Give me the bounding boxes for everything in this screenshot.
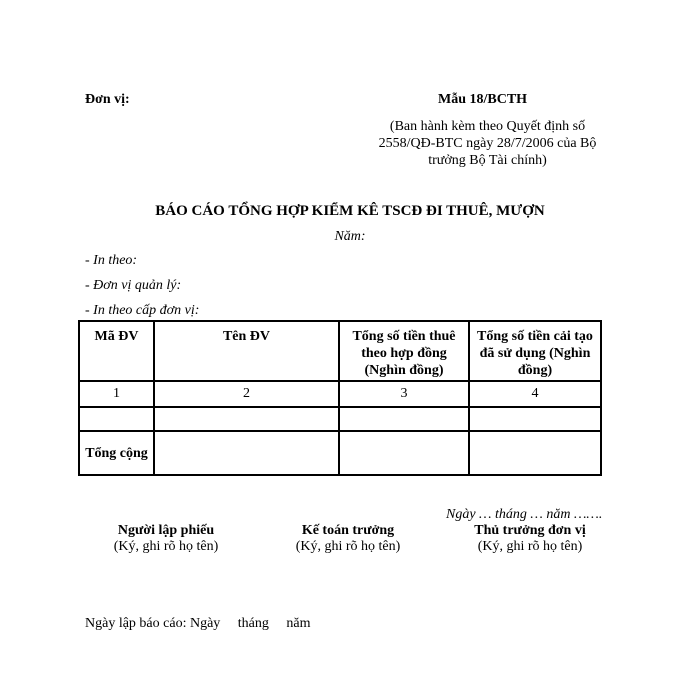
table-cell <box>154 407 339 431</box>
column-number-row <box>79 381 601 407</box>
column-number: 3 <box>339 381 469 407</box>
table-cell <box>469 407 601 431</box>
table-cell <box>339 407 469 431</box>
column-number: 2 <box>154 381 339 407</box>
signature-date-line: Ngày … tháng … năm ……. <box>446 507 603 522</box>
field-managing-unit: - Đơn vị quản lý: <box>85 278 182 293</box>
total-label: Tổng cộng <box>79 431 154 475</box>
signature-note: (Ký, ghi rõ họ tên) <box>113 539 219 554</box>
column-number: 4 <box>469 381 601 407</box>
unit-label: Đơn vị: <box>85 92 130 107</box>
signature-block-chief-accountant <box>248 523 448 555</box>
total-row <box>79 431 601 475</box>
field-print-by-unit-level: - In theo cấp đơn vị: <box>85 303 200 318</box>
signature-note: (Ký, ghi rõ họ tên) <box>477 539 583 554</box>
column-header-unit-name: Tên ĐV <box>154 321 339 381</box>
signature-block-preparer <box>66 523 266 555</box>
table-header-row <box>79 321 601 381</box>
report-title: BÁO CÁO TỔNG HỢP KIỂM KÊ TSCĐ ĐI THUÊ, MƯỢN <box>155 203 545 219</box>
issuance-line: trưởng Bộ Tài chính) <box>428 153 547 168</box>
issuance-line: (Ban hành kèm theo Quyết định số <box>389 119 586 134</box>
signature-role: Kế toán trưởng <box>301 523 395 538</box>
report-date-line: Ngày lập báo cáo: Ngày tháng năm <box>85 616 311 631</box>
column-header-unit-code: Mã ĐV <box>79 321 154 381</box>
form-code: Mẫu 18/BCTH <box>438 92 528 107</box>
signature-role: Người lập phiếu <box>117 523 215 538</box>
signature-role: Thủ trưởng đơn vị <box>474 523 586 538</box>
table-cell <box>469 431 601 475</box>
field-print-by: - In theo: <box>85 253 138 268</box>
column-header-renovation-total: Tổng số tiền cải tạo đã sử dụng (Nghìn đồng) <box>469 321 601 381</box>
column-header-rent-total: Tổng số tiền thuê theo hợp đồng (Nghìn đồng) <box>339 321 469 381</box>
issuance-line: 2558/QĐ-BTC ngày 28/7/2006 của Bộ <box>378 136 597 151</box>
column-number: 1 <box>79 381 154 407</box>
signature-note: (Ký, ghi rõ họ tên) <box>295 539 401 554</box>
signature-block-head-of-unit <box>430 523 630 555</box>
table-row <box>79 407 601 431</box>
table-cell <box>154 431 339 475</box>
report-table <box>78 320 602 476</box>
year-label: Năm: <box>334 229 366 244</box>
table-cell <box>339 431 469 475</box>
table-cell <box>79 407 154 431</box>
